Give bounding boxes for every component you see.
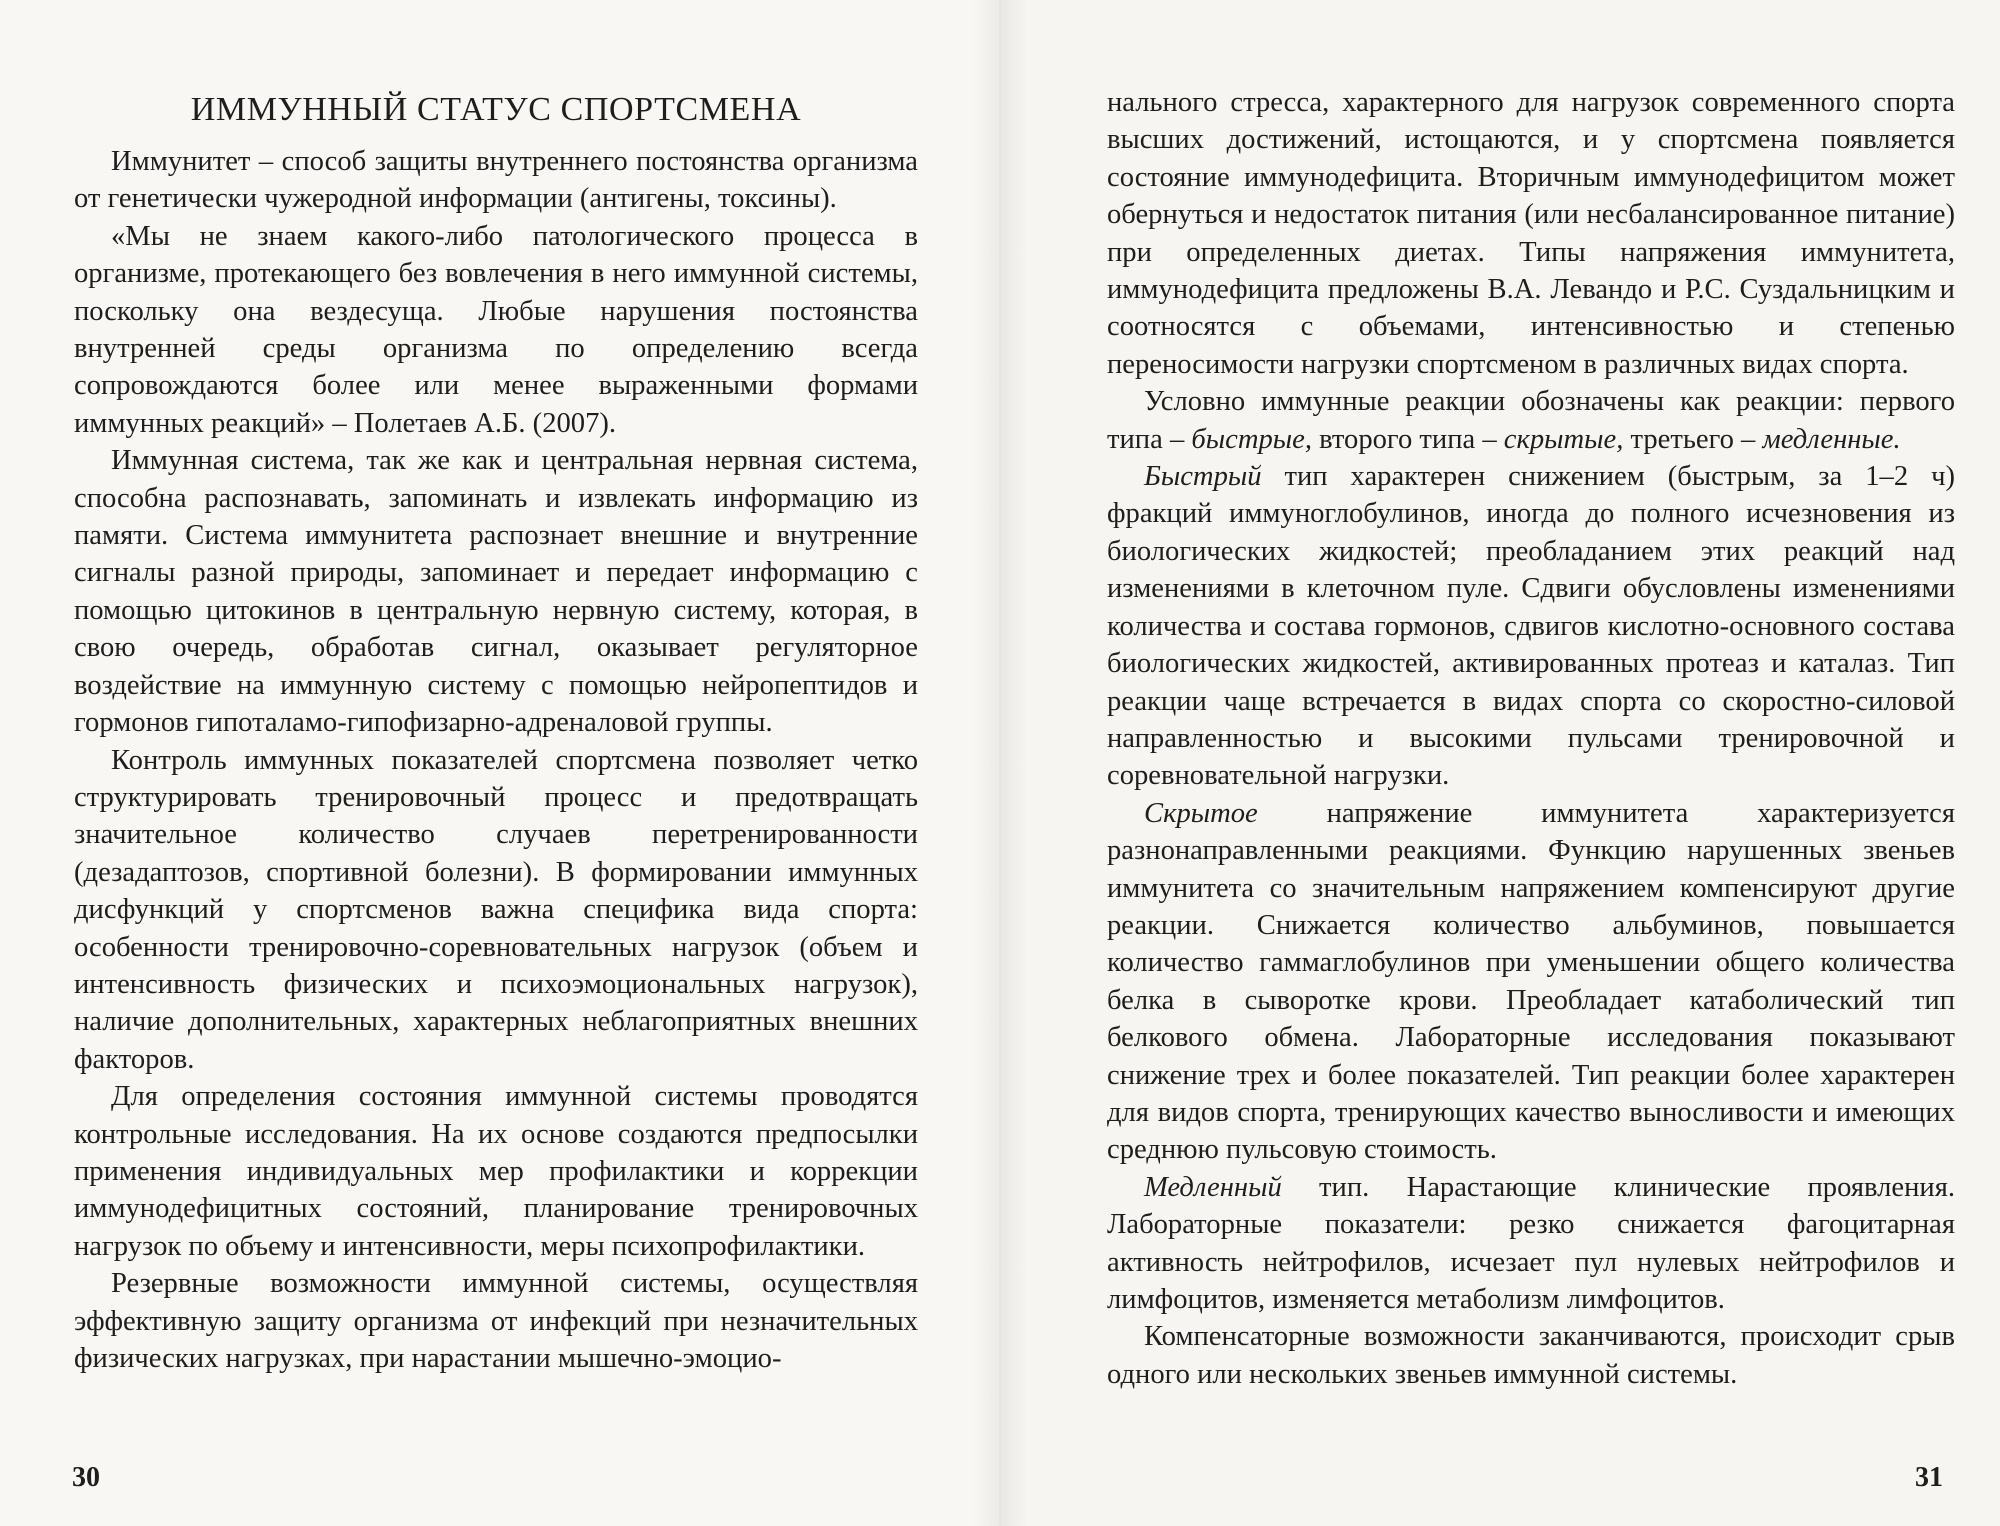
paragraph-compensatory: Компенсаторные возможности заканчиваются, происходит срыв одного или нескольких звеньев иммунной системы. <box>1107 1321 1955 1390</box>
fast-term: Быстрый <box>1144 461 1262 493</box>
right-text-column <box>1107 84 1955 1393</box>
hidden-text: напряжение иммунитета характеризуется разнонаправленными реакциями. Функцию нарушенных звеньев иммунитета со значительным напряжением компенсируют другие реакции. Снижается количество альбуминов, повышается количество гаммаглобулинов при уменьшении общего количества белка в сыворотке крови. Преобладает катаболический тип белкового обмена. Лабораторные исследования показывают снижение трех и более показателей. Тип реакции более характерен для видов спорта, тренирующих качество выносливости и имеющих среднюю пульсовую стоимость. <box>1107 797 1955 1166</box>
page-number-left: 30 <box>72 1462 100 1493</box>
paragraph-continuation: нального стресса, характерного для нагрузок современного спорта высших достижений, истощаются, и у спортсмена появляется состояние иммунодефицита. Вторичным иммунодефицитом может обернуться и недостаток питания (или несбалансированное питание) при определенных диетах. Типы напряжения иммунитета, иммунодефицита предложены В.А. Левандо и Р.С. Суздальницким и соотносятся с объемами, интенсивностью и степенью переносимости нагрузки спортсменом в различных видах спорта. <box>1107 87 1955 380</box>
types-mid-2: третьего – <box>1623 423 1763 455</box>
paragraph-slow-type <box>1107 1169 1955 1319</box>
slow-term: Медленный <box>1144 1171 1282 1203</box>
chapter-heading: ИММУННЫЙ СТАТУС СПОРТСМЕНА <box>190 91 802 128</box>
book-gutter-shadow <box>972 0 1028 1526</box>
term-slow: медленные. <box>1762 423 1901 455</box>
paragraph-fast-type <box>1107 458 1955 795</box>
paragraph-reaction-types <box>1107 383 1955 458</box>
term-hidden: скрытые, <box>1503 423 1624 455</box>
paragraph-quote: «Мы не знаем какого-либо патологического процесса в организме, протекающего без вовлечения в него иммунной системы, поскольку она вездесуща. Любые нарушения постоянства внутренней среды организма по определению всегда сопровождаются более или менее выраженными формами иммунных реакций» – Полетаев А.Б. (2007). <box>74 220 918 439</box>
types-mid-1: второго типа – <box>1311 423 1504 455</box>
paragraph-reserves: Резервные возможности иммунной системы, осуществляя эффективную защиту организма от инфекций при незначительных физических нагрузках, при нарастании мышечно-эмоцио- <box>74 1268 918 1374</box>
fast-text: тип характерен снижением (быстрым, за 1–2 ч) фракций иммуноглобулинов, иногда до полного исчезновения из биологических жидкостей; преобладанием этих реакций над изменениями в клеточном пуле. Сдвиги обусловлены изменениями количества и состава гормонов, сдвигов кислотно-основного состава биологических жидкостей, активированных протеаз и каталаз. Тип реакции чаще встречается в видах спорта со скоростно-силовой направленностью и высокими пульсами тренировочной и соревновательной нагрузки. <box>1107 461 1955 792</box>
paragraph-diagnostics: Для определения состояния иммунной системы проводятся контрольные исследования. На их основе создаются предпосылки применения индивидуальных мер профилактики и коррекции иммунодефицитных состояний, планирование тренировочных нагрузок по объему и интенсивности, меры психопрофилактики. <box>74 1081 918 1262</box>
types-lead: Условно иммунные реакции обозначены как реакции: первого типа – <box>1107 386 1955 455</box>
term-fast: быстрые, <box>1191 423 1312 455</box>
paragraph-immunity-definition: Иммунитет – способ защиты внутреннего постоянства организма от генетически чужеродной информации (антигены, токсины). <box>74 146 918 215</box>
right-page <box>1000 0 2000 1526</box>
page-number-right: 31 <box>1915 1462 1943 1493</box>
paragraph-control: Контроль иммунных показателей спортсмена позволяет четко структурировать тренировочный процесс и предотвращать значительное количество случаев перетренированности (дезадаптозов, спортивной болезни). В формировании иммунных дисфункций у спортсменов важна специфика вида спорта: особенности тренировочно-соревновательных нагрузок (объем и интенсивность физических и психоэмоциональных нагрузок), наличие дополнительных, характерных неблагоприятных внешних факторов. <box>74 744 918 1075</box>
hidden-term: Скрытое <box>1144 797 1258 829</box>
slow-text: тип. Нарастающие клинические проявления. Лабораторные показатели: резко снижается фагоцитарная активность нейтрофилов, исчезает пул нулевых нейтрофилов и лимфоцитов, изменяется метаболизм лимфоцитов. <box>1107 1171 1955 1315</box>
paragraph-immune-system: Иммунная система, так же как и центральная нервная система, способна распознавать, запоминать и извлекать информацию из памяти. Система иммунитета распознает внешние и внутренние сигналы разной природы, запоминает и передает информацию с помощью цитокинов в центральную нервную систему, которая, в свою очередь, обработав сигнал, оказывает регуляторное воздействие на иммунную систему с помощью нейропептидов и гормонов гипоталамо-гипофизарно-адреналовой группы. <box>74 445 918 739</box>
left-text-column <box>74 88 918 1377</box>
paragraph-hidden-type <box>1107 795 1955 1169</box>
